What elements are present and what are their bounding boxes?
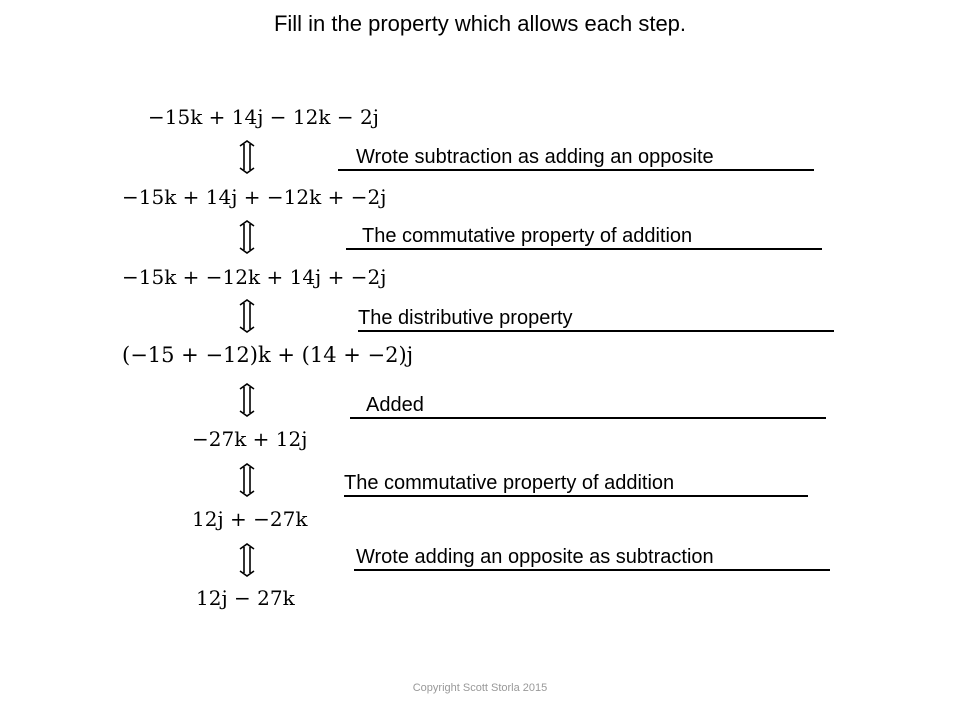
answer-text-1: Wrote subtraction as adding an opposite — [356, 146, 714, 168]
page-title: Fill in the property which allows each step. — [273, 11, 687, 36]
expression-5: −27k + 12j — [192, 427, 308, 451]
answer-line-6[interactable] — [354, 545, 830, 571]
expression-1: −15k + 14j − 12k − 2j — [148, 105, 379, 129]
double-vertical-arrow-icon — [236, 140, 258, 174]
double-vertical-arrow-icon — [236, 383, 258, 417]
expression-2: −15k + 14j + −12k + −2j — [122, 185, 387, 209]
answer-text-6: Wrote adding an opposite as subtraction — [356, 546, 714, 568]
answer-line-4[interactable] — [350, 393, 826, 419]
expression-4: (−15 + −12)k + (14 + −2)j — [122, 343, 414, 367]
double-vertical-arrow-icon — [236, 543, 258, 577]
double-vertical-arrow-icon — [236, 220, 258, 254]
double-vertical-arrow-icon — [236, 463, 258, 497]
expression-7: 12j − 27k — [196, 586, 295, 610]
answer-text-5: The commutative property of addition — [344, 472, 675, 494]
expression-3: −15k + −12k + 14j + −2j — [122, 265, 387, 289]
answer-text-3: The distributive property — [358, 307, 573, 329]
expression-6: 12j + −27k — [192, 507, 308, 531]
answer-line-1[interactable] — [338, 145, 814, 171]
answer-line-2[interactable] — [346, 224, 822, 250]
double-vertical-arrow-icon — [236, 299, 258, 333]
answer-line-3[interactable] — [358, 306, 834, 332]
answer-line-5[interactable] — [344, 471, 808, 497]
copyright-notice: Copyright Scott Storla 2015 — [412, 682, 548, 694]
answer-text-4: Added — [366, 394, 424, 416]
answer-text-2: The commutative property of addition — [362, 225, 693, 247]
